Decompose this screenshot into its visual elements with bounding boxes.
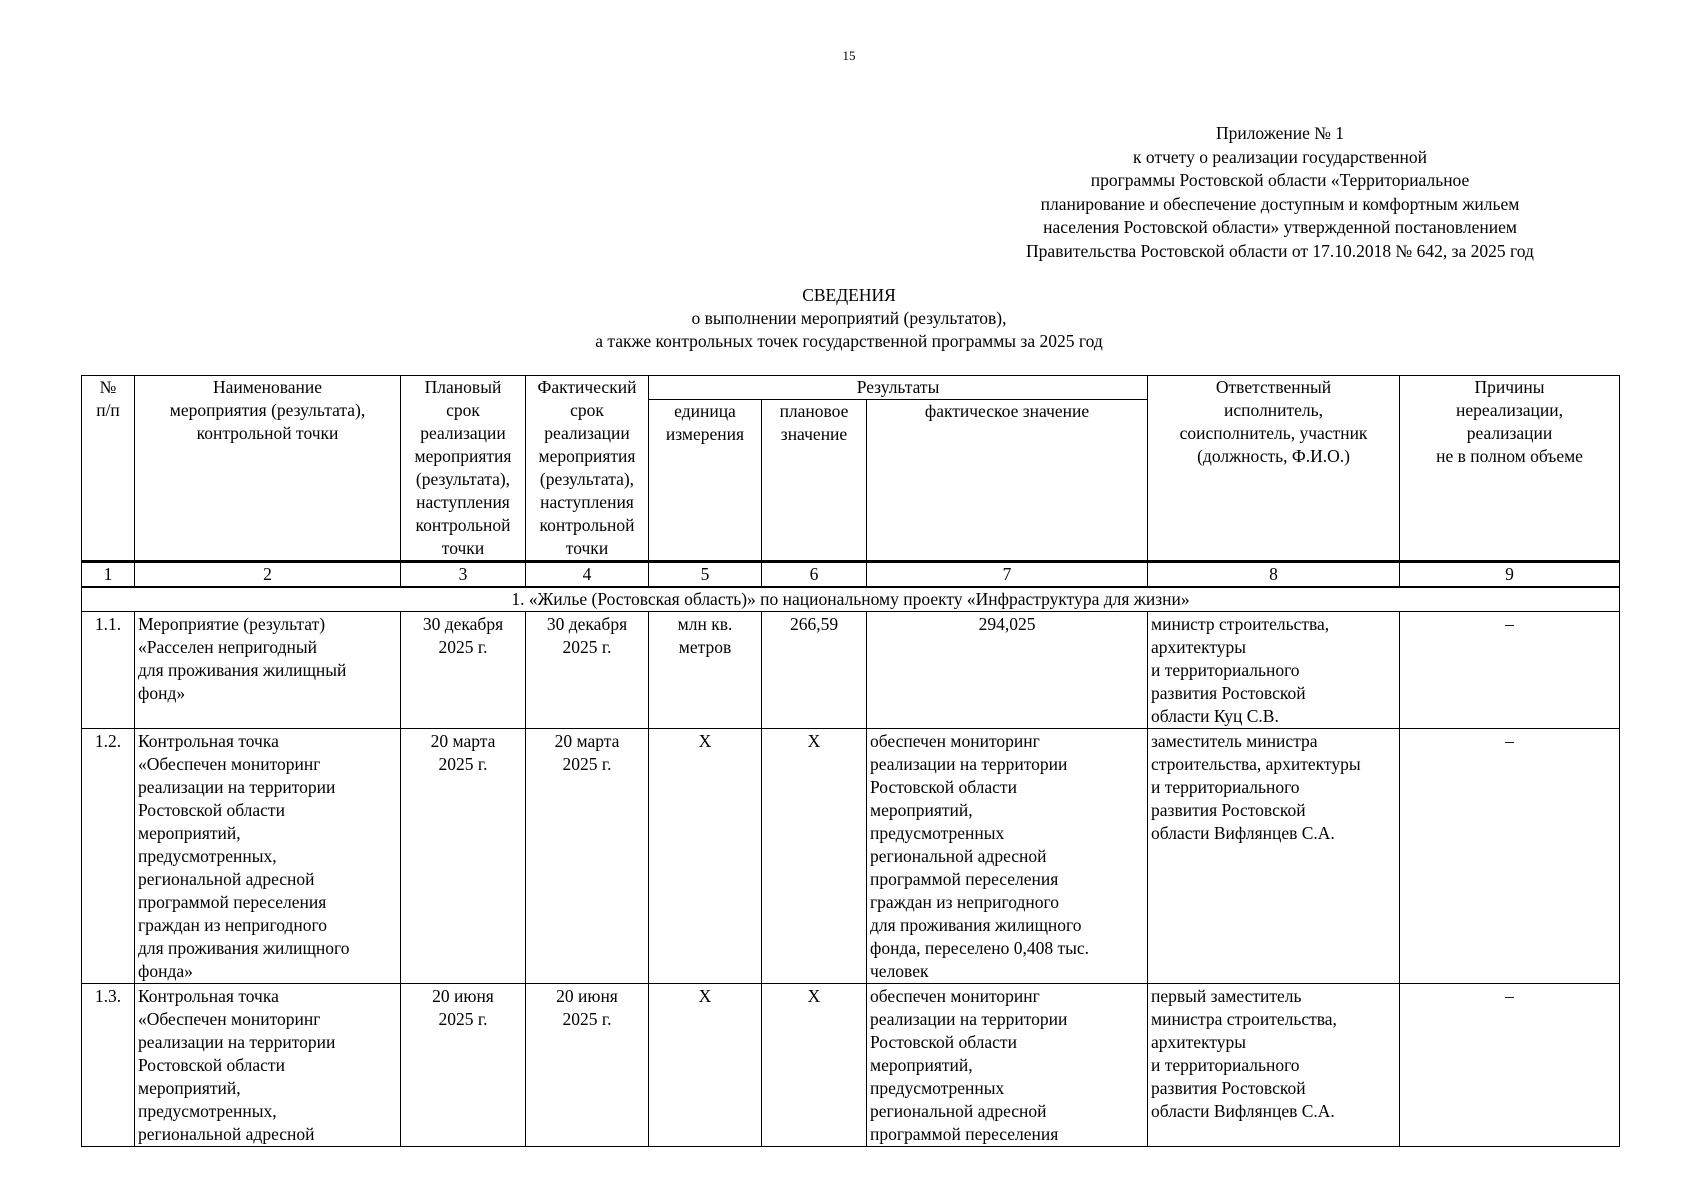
column-number: 8 — [1148, 562, 1400, 588]
row-fact-value: обеспечен мониторинг реализации на территории Ростовской области мероприятий, предусмотренных региональной адресной программой переселения — [867, 984, 1148, 1147]
row-num: 1.2. — [82, 729, 135, 984]
column-number: 1 — [82, 562, 135, 588]
table-row — [82, 984, 1620, 1147]
row-fact-value: 294,025 — [867, 612, 1148, 729]
header-fact-date: Фактический срок реализации мероприятия (результата), наступления контрольной точки — [526, 376, 649, 562]
row-plan-date: 30 декабря 2025 г. — [401, 612, 526, 729]
row-plan-date: 20 марта 2025 г. — [401, 729, 526, 984]
column-number: 6 — [762, 562, 867, 588]
header-plan-date: Плановый срок реализации мероприятия (результата), наступления контрольной точки — [401, 376, 526, 562]
column-number: 7 — [867, 562, 1148, 588]
appendix-line: программы Ростовской области «Территориальное — [1090, 170, 1470, 190]
column-number: 9 — [1400, 562, 1620, 588]
column-number: 4 — [526, 562, 649, 588]
row-reasons: – — [1400, 984, 1620, 1147]
row-plan-value: 266,59 — [762, 612, 867, 729]
row-plan-value: Х — [762, 984, 867, 1147]
row-fact-date: 20 марта 2025 г. — [526, 729, 649, 984]
row-name: Контрольная точка «Обеспечен мониторинг реализации на территории Ростовской области мероприятий, предусмотренных, региональной адресной программой переселения граждан из непригодного для проживания жилищного фонда» — [135, 729, 401, 984]
header-reasons: Причины нереализации, реализации не в полном объеме — [1400, 376, 1620, 562]
title-subheading: о выполнении мероприятий (результатов), — [691, 308, 1007, 328]
row-unit: Х — [649, 984, 762, 1147]
appendix-note — [930, 122, 1630, 263]
results-table — [81, 375, 1620, 1147]
appendix-line: Приложение № 1 — [1215, 123, 1345, 143]
column-number: 3 — [401, 562, 526, 588]
header-name: Наименование мероприятия (результата), контрольной точки — [135, 376, 401, 562]
header-unit: единица измерения — [649, 400, 762, 562]
row-reasons: – — [1400, 612, 1620, 729]
row-reasons: – — [1400, 729, 1620, 984]
title-heading: СВЕДЕНИЯ — [802, 285, 896, 305]
appendix-line: к отчету о реализации государственной — [1133, 146, 1427, 167]
document-title — [0, 284, 1698, 353]
appendix-line: планирование и обеспечение доступным и комфортным жильем — [1040, 193, 1520, 214]
appendix-line: Правительства Ростовской области от 17.10.2018 № 642, за 2025 год — [1026, 240, 1534, 261]
title-subheading: а также контрольных точек государственной программы за 2025 год — [595, 331, 1103, 351]
section-row — [82, 587, 1620, 612]
row-fact-date: 20 июня 2025 г. — [526, 984, 649, 1147]
header-fact-value: фактическое значение — [867, 400, 1148, 562]
page-number: 15 — [842, 48, 856, 63]
table-row — [82, 612, 1620, 729]
row-num: 1.3. — [82, 984, 135, 1147]
header-results: Результаты — [649, 376, 1148, 400]
row-plan-date: 20 июня 2025 г. — [401, 984, 526, 1147]
header-plan-value: плановое значение — [762, 400, 867, 562]
row-responsible: первый заместитель министра строительства, архитектуры и территориального развития Ростовской области Вифлянцев С.А. — [1148, 984, 1400, 1147]
row-unit: млн кв. метров — [649, 612, 762, 729]
row-name: Мероприятие (результат) «Расселен непригодный для проживания жилищный фонд» — [135, 612, 401, 729]
row-fact-value: обеспечен мониторинг реализации на территории Ростовской области мероприятий, предусмотренных региональной адресной программой переселения граждан из непригодного для проживания жилищного фонда, переселено 0,408 тыс. человек — [867, 729, 1148, 984]
column-number-row — [82, 562, 1620, 588]
row-unit: Х — [649, 729, 762, 984]
row-responsible: министр строительства, архитектуры и территориального развития Ростовской области Куц С.В. — [1148, 612, 1400, 729]
appendix-line: населения Ростовской области» утвержденной постановлением — [1043, 217, 1517, 237]
row-name: Контрольная точка «Обеспечен мониторинг реализации на территории Ростовской области мероприятий, предусмотренных, региональной адресной — [135, 984, 401, 1147]
column-number: 5 — [649, 562, 762, 588]
row-plan-value: Х — [762, 729, 867, 984]
header-num: № п/п — [82, 376, 135, 562]
table-header-row — [82, 376, 1620, 400]
table-row — [82, 729, 1620, 984]
row-num: 1.1. — [82, 612, 135, 729]
row-responsible: заместитель министра строительства, архитектуры и территориального развития Ростовской области Вифлянцев С.А. — [1148, 729, 1400, 984]
header-responsible: Ответственный исполнитель, соисполнитель, участник (должность, Ф.И.О.) — [1148, 376, 1400, 562]
column-number: 2 — [135, 562, 401, 588]
section-title: 1. «Жилье (Ростовская область)» по национальному проекту «Инфраструктура для жизни» — [82, 587, 1620, 612]
row-fact-date: 30 декабря 2025 г. — [526, 612, 649, 729]
